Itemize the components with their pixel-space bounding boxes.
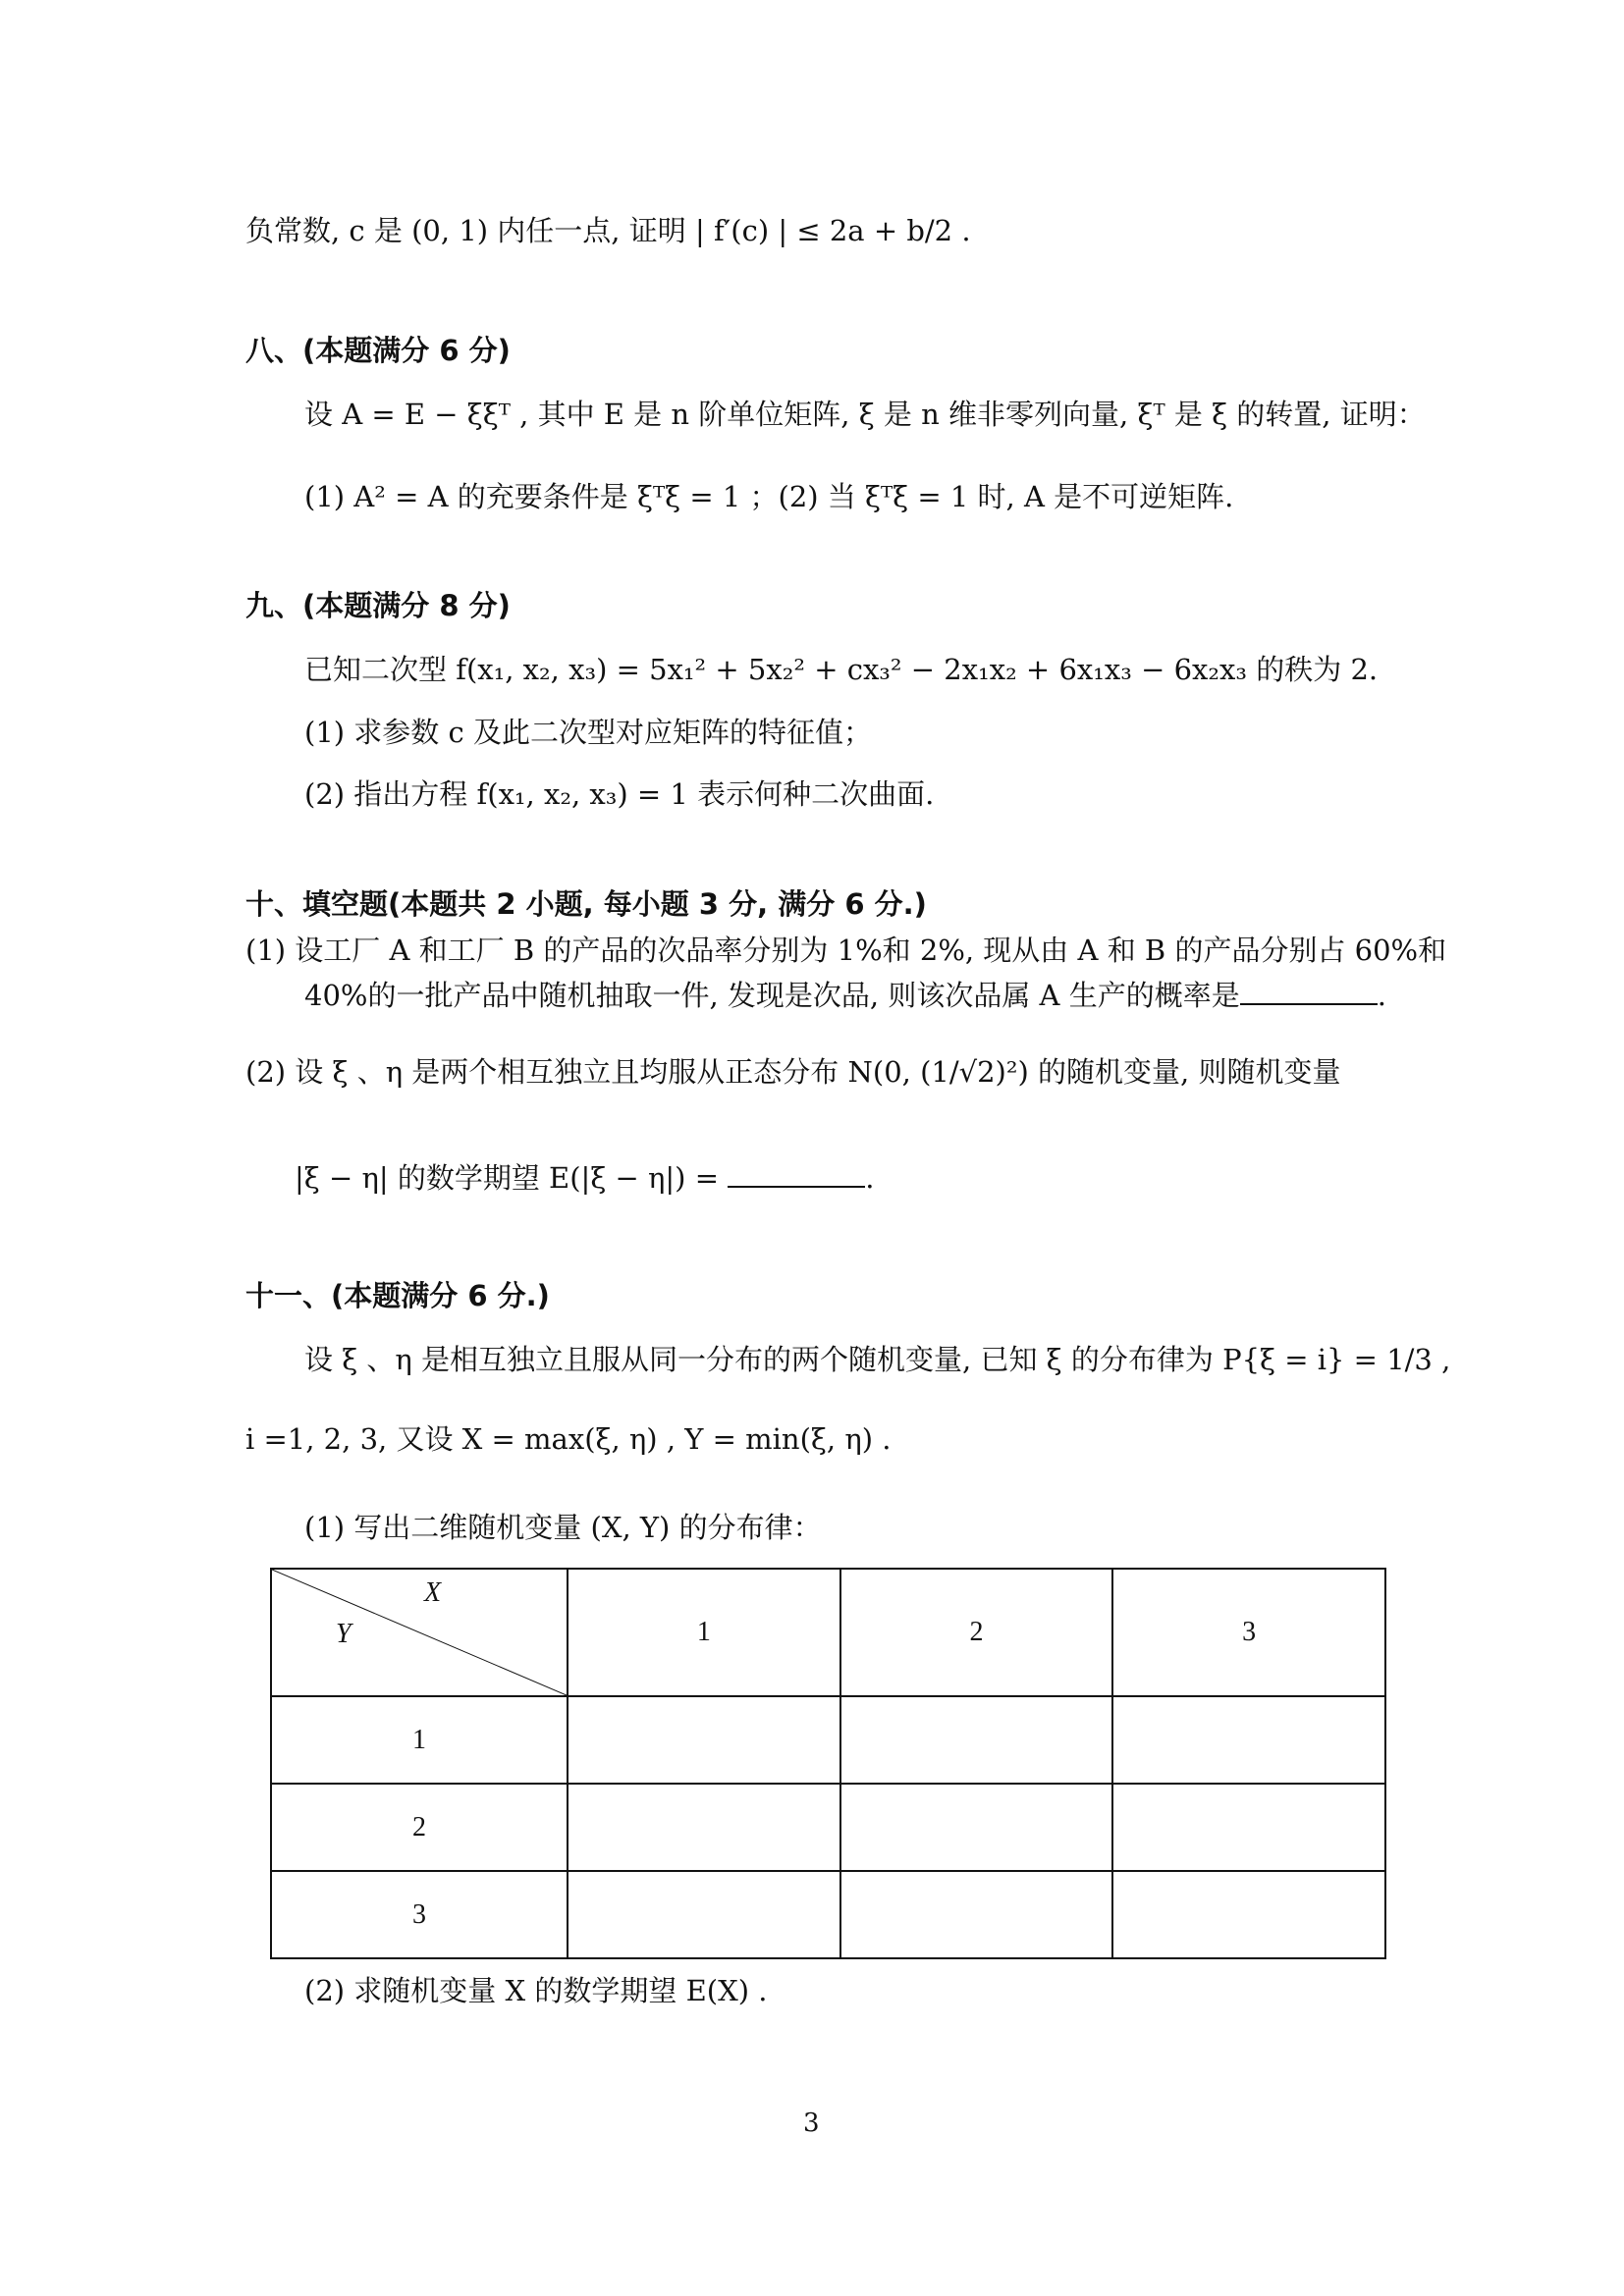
table-corner-cell	[271, 1569, 568, 1696]
q11-heading: 十一、(本题满分 6 分.)	[245, 1279, 550, 1312]
q10-part2-line2	[295, 1156, 874, 1200]
table-row	[271, 1696, 1385, 1784]
table-cell	[568, 1784, 840, 1871]
q10-part1-line1: (1) 设工厂 A 和工厂 B 的产品的次品率分别为 1%和 2%, 现从由 A 和 B 的产品分别占 60%和	[245, 934, 1447, 967]
q11-part1: (1) 写出二维随机变量 (X, Y) 的分布律：	[304, 1511, 822, 1544]
q10-heading: 十、填空题(本题共 2 小题, 每小题 3 分, 满分 6 分.)	[245, 887, 927, 921]
q9-statement: 已知二次型 f(x₁, x₂, x₃) = 5x₁² + 5x₂² + cx₃² − 2x₁x₂ + 6x₁x₃ − 6x₂x₃ 的秩为 2.	[304, 653, 1379, 686]
column-header: 3	[1112, 1569, 1385, 1696]
corner-label-x: X	[424, 1577, 442, 1608]
q11-statement: 设 ξ 、η 是相互独立且服从同一分布的两个随机变量, 已知 ξ 的分布律为 P{ξ = i} = 1/3 ,	[304, 1343, 1451, 1376]
q11-part2: (2) 求随机变量 X 的数学期望 E(X) .	[304, 1974, 768, 2007]
table-row	[271, 1871, 1385, 1958]
q9-part2: (2) 指出方程 f(x₁, x₂, x₃) = 1 表示何种二次曲面.	[304, 777, 935, 811]
row-header: 1	[271, 1696, 568, 1784]
row-header: 2	[271, 1784, 568, 1871]
column-header: 1	[568, 1569, 840, 1696]
q10-part1-line2	[304, 974, 1386, 1017]
table-row	[271, 1784, 1385, 1871]
q10-part2-text: |ξ − η| 的数学期望 E(|ξ − η|) =	[295, 1161, 719, 1195]
table-cell	[840, 1871, 1113, 1958]
table-cell	[840, 1784, 1113, 1871]
q8-heading: 八、(本题满分 6 分)	[245, 334, 511, 367]
continuation-text: 负常数, c 是 (0, 1) 内任一点, 证明 | f′(c) | ≤ 2a + b/2 .	[245, 214, 971, 247]
q9-part1: (1) 求参数 c 及此二次型对应矩阵的特征值；	[304, 716, 872, 749]
table-cell	[568, 1696, 840, 1784]
table-cell	[840, 1696, 1113, 1784]
table-header-row	[271, 1569, 1385, 1696]
table-cell	[1112, 1784, 1385, 1871]
distribution-table	[270, 1568, 1386, 1959]
q8-statement: 设 A = E − ξξᵀ , 其中 E 是 n 阶单位矩阵, ξ 是 n 维非零列向量, ξᵀ 是 ξ 的转置, 证明：	[304, 398, 1426, 431]
q9-heading: 九、(本题满分 8 分)	[245, 589, 511, 622]
row-header: 3	[271, 1871, 568, 1958]
q10-part2-line1: (2) 设 ξ 、η 是两个相互独立且均服从正态分布 N(0, (1/√2)²) 的随机变量, 则随机变量	[245, 1055, 1341, 1089]
table-cell	[1112, 1871, 1385, 1958]
column-header: 2	[840, 1569, 1113, 1696]
q10-part1-period: .	[1377, 979, 1386, 1012]
q11-statement2: i =1, 2, 3, 又设 X = max(ξ, η) , Y = min(ξ, η) .	[245, 1422, 892, 1456]
answer-blank-2	[728, 1156, 865, 1188]
page-number: 3	[803, 2109, 820, 2138]
table-cell	[568, 1871, 840, 1958]
answer-blank-1	[1240, 974, 1378, 1005]
corner-label-y: Y	[336, 1619, 352, 1649]
q10-part1-text: 40%的一批产品中随机抽取一件, 发现是次品, 则该次品属 A 生产的概率是	[304, 979, 1240, 1012]
q10-part2-period: .	[865, 1161, 875, 1195]
diagonal-line	[272, 1570, 567, 1695]
q8-parts: (1) A² = A 的充要条件是 ξᵀξ = 1 ；(2) 当 ξᵀξ = 1 时, A 是不可逆矩阵.	[304, 480, 1234, 513]
table-cell	[1112, 1696, 1385, 1784]
